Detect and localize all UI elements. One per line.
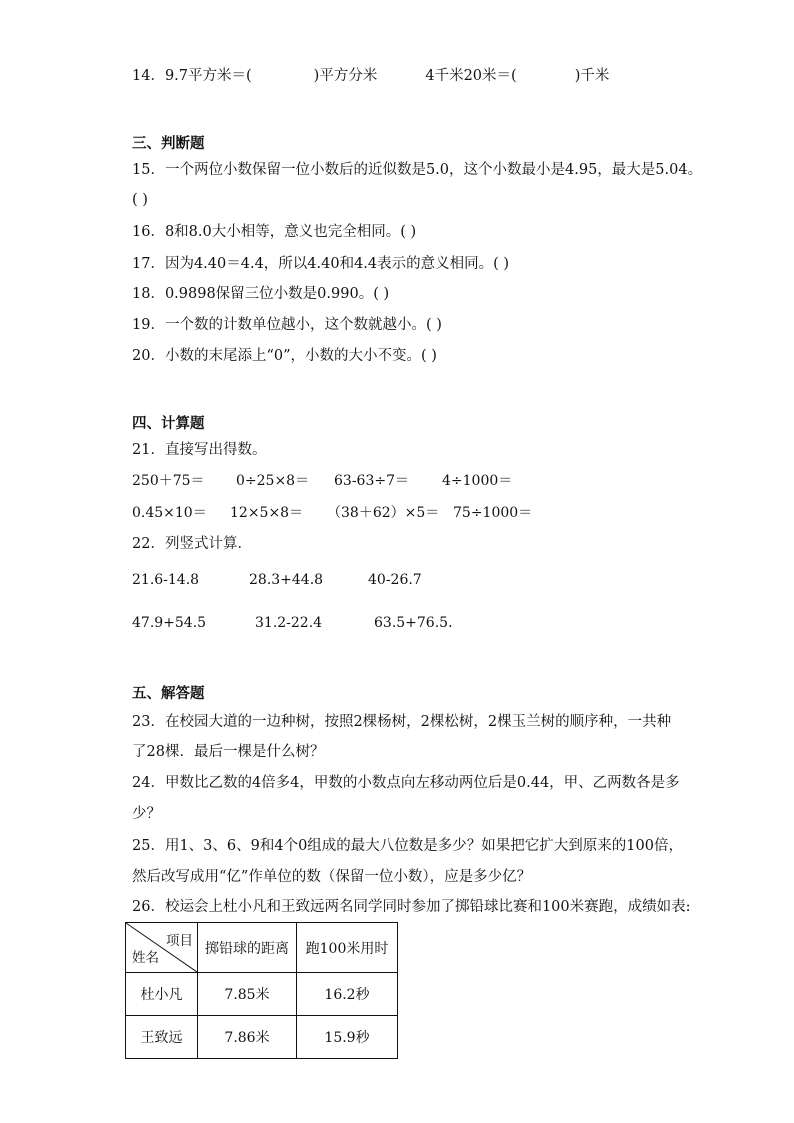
table-cell-shot: 7.86米 bbox=[198, 1016, 297, 1059]
table-row bbox=[126, 1016, 398, 1059]
question-18: 18．0.9898保留三位小数是0.990。( ) bbox=[132, 286, 390, 302]
vertical-calc-item: 63.5+76.5． bbox=[374, 615, 463, 631]
question-22: 22．列竖式计算． bbox=[132, 536, 252, 552]
q14-part2: 4千米20米＝( bbox=[425, 68, 517, 84]
question-25-line1: 25．用1、3、6、9和4个0组成的最大八位数是多少？如果把它扩大到原来的100倍， bbox=[132, 838, 683, 854]
question-24-line1: 24．甲数比乙数的4倍多4，甲数的小数点向左移动两位后是0.44，甲、乙两数各是多 bbox=[132, 775, 680, 791]
question-26: 26．校运会上杜小凡和王致远两名同学同时参加了掷铅球比赛和100米赛跑，成绩如表: bbox=[132, 899, 691, 915]
calc-item: 12×5×8＝ bbox=[230, 505, 304, 521]
question-19: 19．一个数的计数单位越小，这个数就越小。( ) bbox=[132, 317, 442, 333]
vertical-calc-item: 47.9+54.5 bbox=[132, 615, 207, 631]
section-title-solutions: 五、解答题 bbox=[132, 685, 205, 702]
question-15-line1: 15．一个两位小数保留一位小数后的近似数是5.0，这个小数最小是4.95，最大是5.04。 bbox=[132, 162, 703, 178]
vertical-calc-item: 21.6-14.8 bbox=[132, 572, 200, 588]
question-14 bbox=[132, 66, 609, 86]
vertical-calc-item: 31.2-22.4 bbox=[255, 615, 323, 631]
score-table bbox=[125, 922, 398, 1059]
table-header-cell: 跑100米用时 bbox=[297, 923, 398, 973]
calc-item: 250＋75＝ bbox=[132, 473, 205, 489]
question-23-line1: 23．在校园大道的一边种树，按照2棵杨树，2棵松树，2棵玉兰树的顺序种，一共种 bbox=[132, 714, 672, 730]
question-24-line2: 少？ bbox=[132, 806, 161, 822]
calc-item: 0.45×10＝ bbox=[132, 505, 207, 521]
question-17: 17．因为4.40＝4.4，所以4.40和4.4表示的意义相同。( ) bbox=[132, 256, 510, 272]
corner-label-item: 项目 bbox=[166, 933, 193, 949]
table-header-row bbox=[126, 923, 398, 973]
table-header-cell: 掷铅球的距离 bbox=[198, 923, 297, 973]
table-cell-shot: 7.85米 bbox=[198, 973, 297, 1016]
table-row bbox=[126, 973, 398, 1016]
q14-unit1: )平方分米 bbox=[313, 68, 378, 84]
vertical-calc-item: 28.3+44.8 bbox=[249, 572, 324, 588]
calc-item: 75÷1000＝ bbox=[453, 505, 533, 521]
section-title-judgement: 三、判断题 bbox=[132, 135, 205, 152]
table-cell-run: 16.2秒 bbox=[297, 973, 398, 1016]
calc-item: 4÷1000＝ bbox=[442, 473, 513, 489]
question-23-line2: 了28棵．最后一棵是什么树？ bbox=[132, 744, 325, 760]
question-16: 16．8和8.0大小相等，意义也完全相同。( ) bbox=[132, 224, 417, 240]
vertical-calc-item: 40-26.7 bbox=[368, 572, 422, 588]
calc-item: 0÷25×8＝ bbox=[236, 473, 310, 489]
calc-item: （38＋62）×5＝ bbox=[327, 505, 440, 521]
question-15-line2[interactable]: ( ) bbox=[132, 192, 148, 208]
table-cell-name: 杜小凡 bbox=[126, 973, 198, 1016]
calc-item: 63-63÷7＝ bbox=[334, 473, 409, 489]
table-corner-cell bbox=[126, 923, 198, 973]
question-20: 20．小数的末尾添上“0”，小数的大小不变。( ) bbox=[132, 348, 437, 364]
corner-label-name: 姓名 bbox=[132, 950, 159, 966]
q14-part1: 14．9.7平方米＝( bbox=[132, 68, 252, 84]
section-title-calculation: 四、计算题 bbox=[132, 415, 205, 432]
table-cell-run: 15.9秒 bbox=[297, 1016, 398, 1059]
question-21: 21．直接写出得数。 bbox=[132, 442, 267, 458]
q14-unit2: )千米 bbox=[574, 68, 610, 84]
question-25-line2: 然后改写成用“亿”作单位的数（保留一位小数），应是多少亿？ bbox=[132, 869, 532, 885]
table-cell-name: 王致远 bbox=[126, 1016, 198, 1059]
